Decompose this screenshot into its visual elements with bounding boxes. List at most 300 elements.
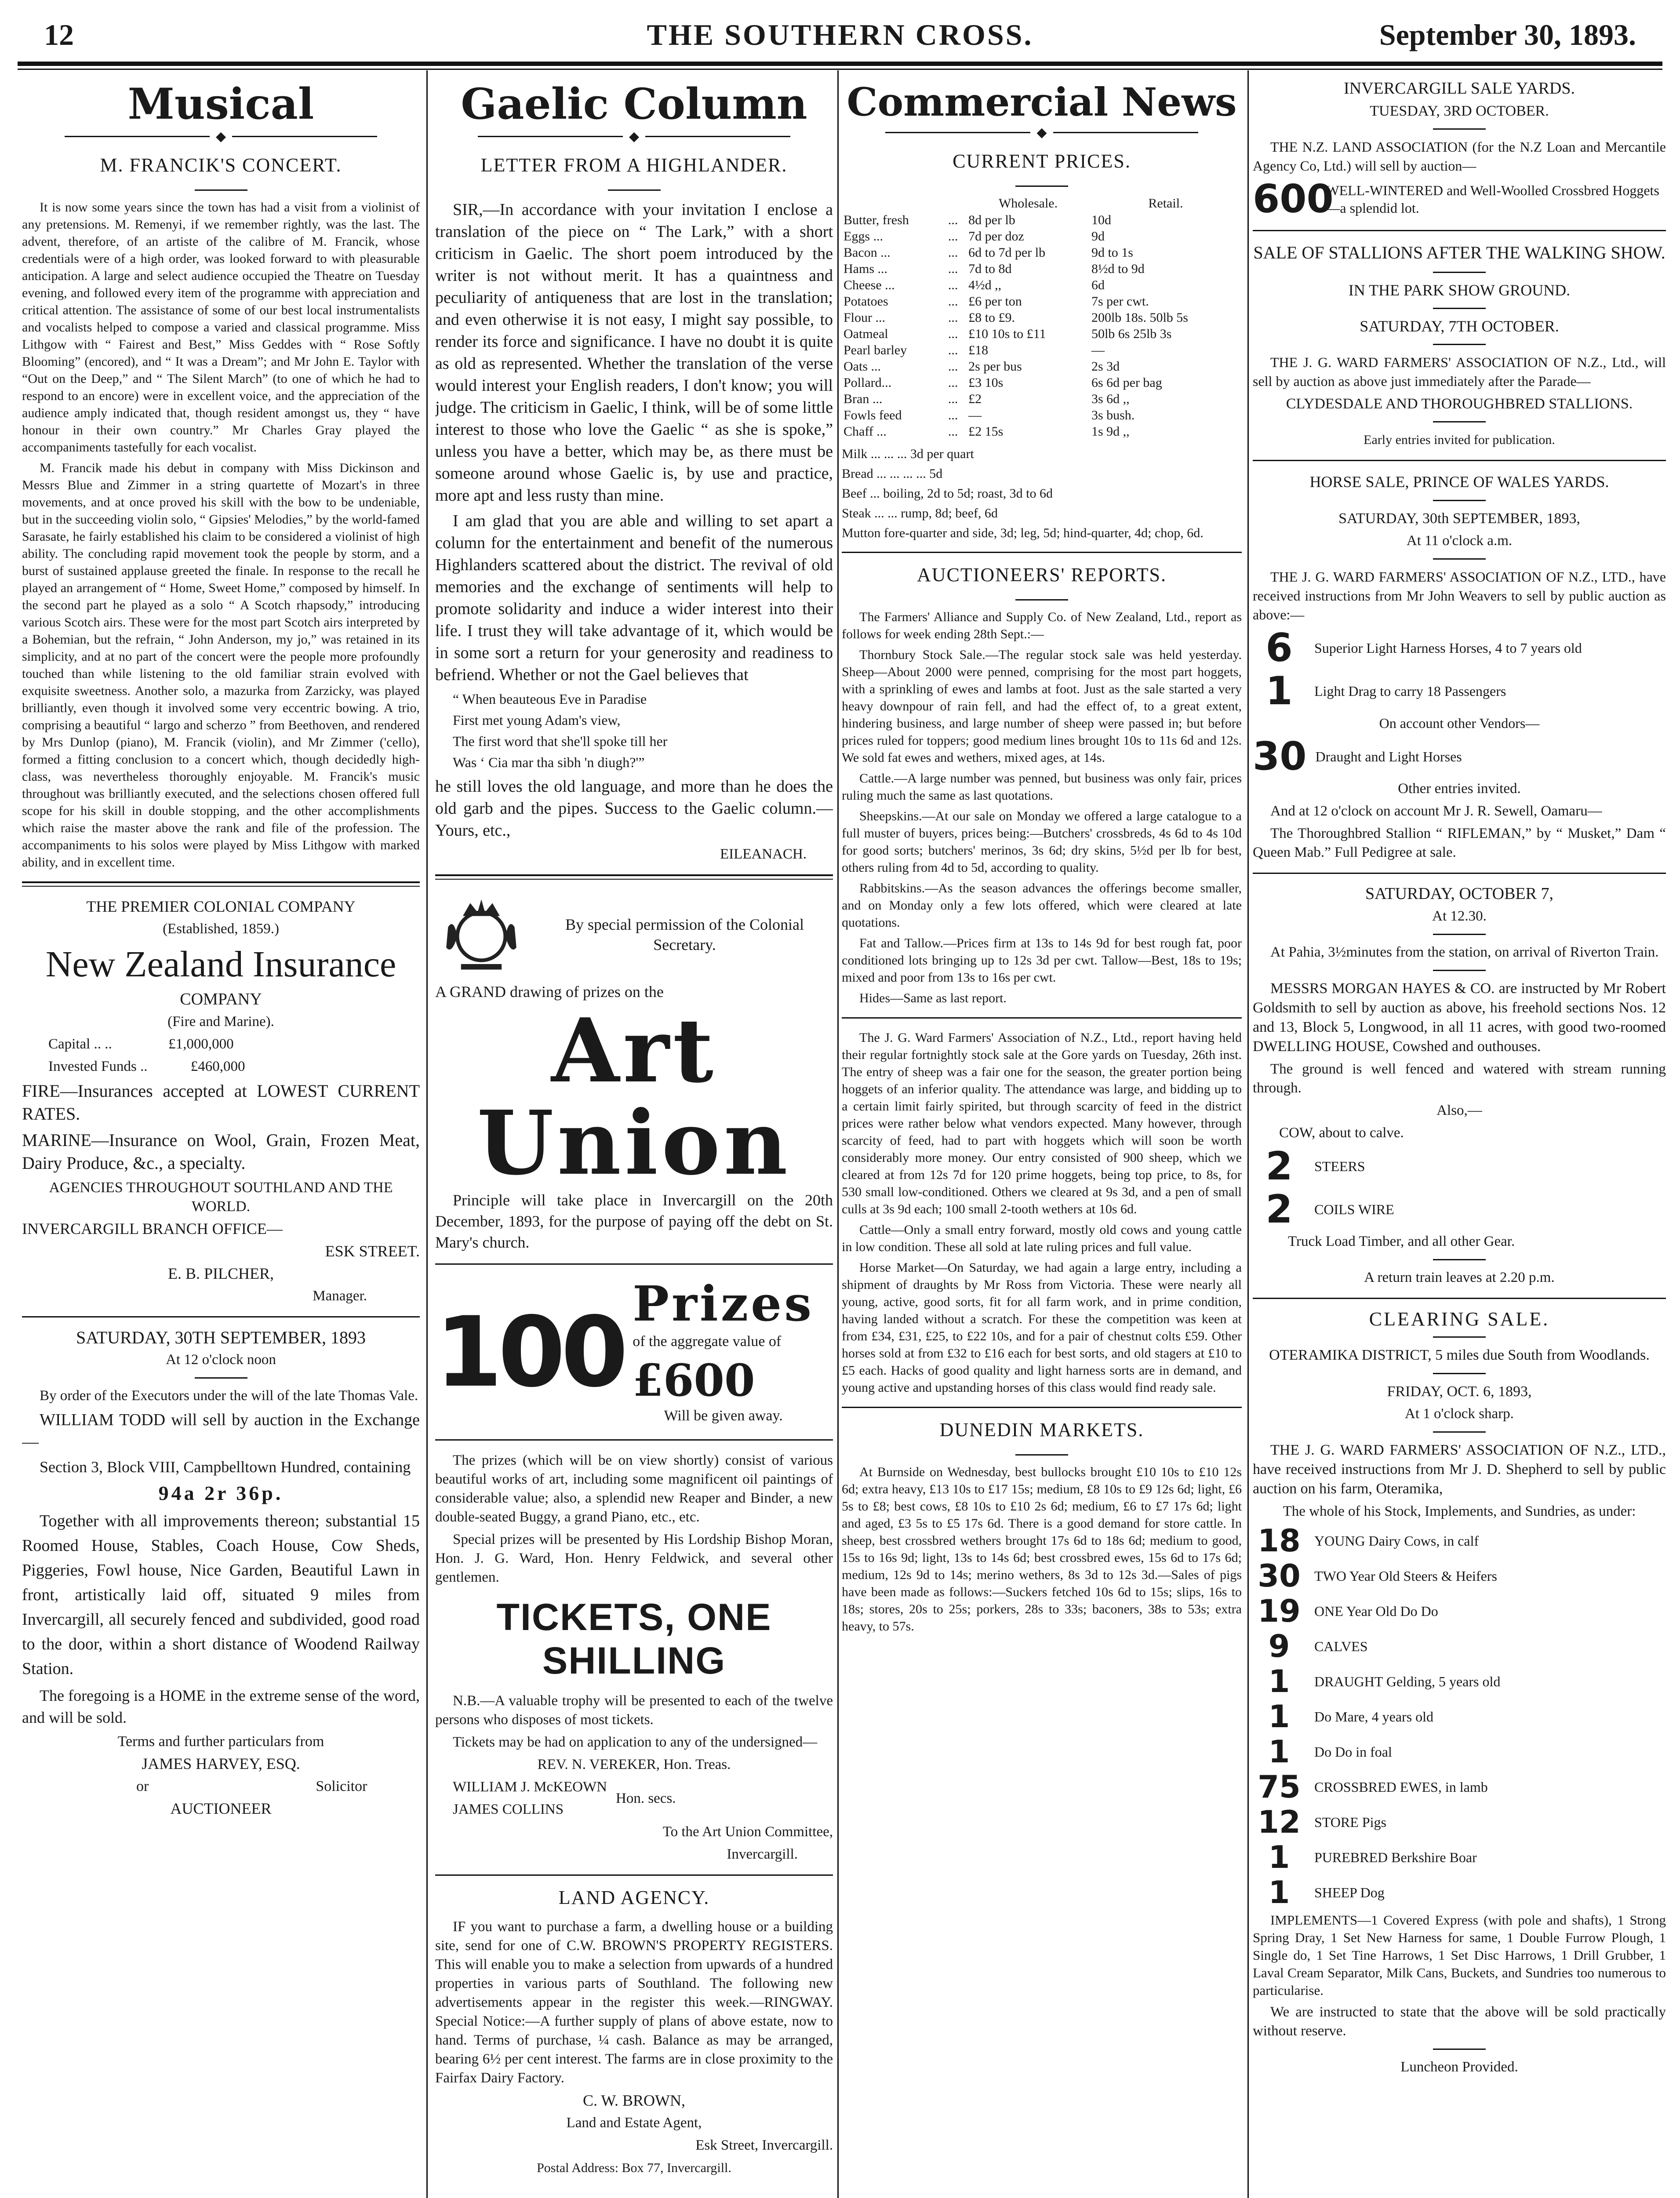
price-dots: ... (948, 343, 958, 357)
prize-value: £600 (633, 1354, 755, 1406)
todd-time: At 12 o'clock noon (166, 1352, 276, 1368)
prizes-word: Prizes (633, 1275, 815, 1332)
column-musical (22, 75, 420, 2198)
lot-row (1253, 1665, 1666, 1698)
report-paragraph: Thornbury Stock Sale.—The regular stock sale was held yesterday. Sheep—About 2000 were penned, comprising for the most part hoggets, with a sprinkling of ewes and lambs at foot. Just as the sale started a very heavy downpour of rain fell, and had the effect of, to a great extent, hindering business, and large number of sheep were passed in; but before prices ruled for toppers; good medium lines brought 10s to 11s 6d and 12s. We sold fat ewes and wethers, mixed ages, at 14s. (842, 648, 1242, 765)
price-retail: 3s bush. (1091, 408, 1135, 422)
bread-price: Bread ... ... ... ... 5d (842, 466, 943, 481)
price-item: Oatmeal (844, 327, 888, 341)
price-retail: 6d (1091, 278, 1105, 292)
stallions-date: SATURDAY, 7TH OCTOBER. (1360, 317, 1559, 335)
price-wholesale: £18 (968, 343, 989, 357)
price-retail: — (1091, 343, 1105, 357)
column-divider (1247, 70, 1249, 2198)
price-row (842, 423, 1242, 440)
todd-area: 94a 2r 36p. (158, 1482, 284, 1504)
ward-report (842, 1029, 1242, 1396)
lot-description: COILS WIRE (1314, 1201, 1394, 1217)
lot-row (1253, 1525, 1666, 1557)
lot-row (1253, 1876, 1666, 1909)
horse-time: At 11 o'clock a.m. (1406, 533, 1513, 549)
lot-count: 19 (1258, 1593, 1301, 1629)
sale-yards-heading: INVERCARGILL SALE YARDS. (1343, 79, 1575, 98)
clearing-time: At 1 o'clock sharp. (1405, 1406, 1514, 1422)
price-item: Cheese ... (844, 278, 895, 292)
insurance-ad (22, 897, 420, 1306)
sale-yards-ad (1253, 79, 1666, 449)
lot-description: STORE Pigs (1314, 1814, 1386, 1830)
lot-description: CALVES (1314, 1638, 1368, 1654)
report-paragraph: Fat and Tallow.—Prices firm at 13s to 14s 9d for best rough fat, poor conditioned lots bringing up to 12s 3d per cwt. Tallow—Best, 18s to 19s; mixed and poor from 13s to 16s per cwt. (842, 936, 1242, 985)
horse-rifleman: The Thoroughbred Stallion “ RIFLEMAN,” by “ Musket,” Dam “ Queen Mab.” Full Pedigree at sale. (1253, 826, 1666, 860)
pahia-time: At 12.30. (1432, 908, 1487, 924)
pahia-sale-ad (1253, 884, 1666, 1287)
divider (1433, 558, 1486, 560)
column-divider (837, 70, 839, 2198)
price-row (842, 391, 1242, 407)
divider (1253, 230, 1666, 231)
report-paragraph: The Farmers' Alliance and Supply Co. of New Zealand, Ltd., report as follows for week ending 28th Sept.:— (842, 610, 1242, 641)
clearing-sale-ad (1253, 1310, 1666, 2077)
pahia-where: At Pahia, 3½minutes from the station, on arrival of Riverton Train. (1270, 944, 1659, 960)
price-row (842, 309, 1242, 326)
column-gaelic (435, 75, 833, 2198)
retail-header: Retail. (1148, 196, 1183, 211)
lot-count: 2 (1265, 1186, 1293, 1232)
land-agency-ad (435, 1886, 833, 2177)
divider (1253, 873, 1666, 874)
lot-row (1253, 1841, 1666, 1874)
funds-label: Invested Funds .. (48, 1059, 148, 1074)
todd-body: Together with all improvements thereon; substantial 15 Roomed House, Stables, Coach House, Cow Sheds, Piggeries, Fowl house, Nice Garden, Beautiful Lawn in front, artistically laid off, situated 9 miles from Invercargill, all securely fenced and subdivided, good road to the door, within a short distance of Woodend Railway Station. (22, 1512, 420, 1678)
price-row (842, 228, 1242, 244)
land-name: C. W. BROWN, (582, 2092, 686, 2109)
concert-subhead: M. FRANCIK'S CONCERT. (100, 154, 342, 176)
verse-line: Was ‘ Cia mar tha sibh 'n diugh?'” (453, 754, 645, 770)
prize-count: 100 (435, 1296, 624, 1408)
masthead (18, 13, 1662, 62)
art-place: Invercargill. (727, 1846, 798, 1862)
prices-subhead: CURRENT PRICES. (953, 150, 1131, 172)
divider (22, 1316, 420, 1317)
todd-terms: Terms and further particulars from (117, 1733, 324, 1750)
price-row (842, 293, 1242, 309)
todd-section: Section 3, Block VIII, Campbelltown Hundred, containing (40, 1458, 411, 1476)
price-dots: ... (948, 278, 958, 292)
price-item: Hams ... (844, 262, 887, 276)
divider (195, 1377, 247, 1379)
price-item: Oats ... (844, 359, 881, 374)
lot-description: STEERS (1314, 1158, 1365, 1174)
price-row (842, 358, 1242, 375)
lot-description: PUREBRED Berkshire Boar (1314, 1849, 1477, 1865)
price-row (842, 326, 1242, 342)
art-grand: A GRAND drawing of prizes on the (435, 983, 664, 1001)
insurance-marine: MARINE—Insurance on Wool, Grain, Frozen Meat, Dairy Produce, &c., a specialty. (22, 1130, 420, 1173)
stallions-heading: SALE OF STALLIONS AFTER THE WALKING SHOW. (1253, 243, 1665, 262)
price-retail: 50lb 6s 25lb 3s (1091, 327, 1172, 341)
price-wholesale: 2s per bus (968, 359, 1022, 374)
lot-count: 9 (1268, 1628, 1290, 1664)
divider (1253, 460, 1666, 461)
price-retail: 10d (1091, 213, 1111, 227)
lot-description: TWO Year Old Steers & Heifers (1314, 1568, 1497, 1584)
wholesale-header: Wholesale. (998, 196, 1058, 211)
beef-price: Beef ... boiling, 2d to 5d; roast, 3d to 6d (842, 486, 1053, 501)
pahia-truck: Truck Load Timber, and all other Gear. (1288, 1234, 1515, 1249)
price-wholesale: £2 (968, 392, 982, 406)
price-item: Fowls feed (844, 408, 902, 422)
lot-description: WELL-WINTERED and Well-Woolled Crossbred Hoggets—a splendid lot. (1326, 182, 1659, 216)
divider (1433, 1259, 1486, 1260)
report-paragraph: The J. G. Ward Farmers' Association of N.Z., Ltd., report having held their regular fortnightly stock sale at the Gore yards on Tuesday, 26th inst. The entry of sheep was a fair one for the season, the greater portion being hoggets of an inferior quality. The attendance was large, and bidding up to a certain limit fairly spirited, but through scarcity of feed in the district prices were rather below what vendors expected. Many however, through scarcity of feed, had to part with hoggets which will soon be worth considerably more money. Our entry consisted of 900 sheep, which we cleared at from 12s 7d for 120 prime hoggets, being top price, to 8s, for 530 small low-conditioned. Others we cleared at 9s 3d, and a pen of small culls at 3s 9d each; 100 small 2-tooth wethers at 10s 6d. (842, 1030, 1242, 1216)
clearing-date: FRIDAY, OCT. 6, 1893, (1387, 1383, 1532, 1400)
heading-ornament: ◆ (842, 125, 1242, 140)
price-dots: ... (948, 408, 958, 422)
todd-intro: WILLIAM TODD will sell by auction in the Exchange— (22, 1411, 420, 1451)
todd-agent: JAMES HARVEY, ESQ. (142, 1755, 300, 1772)
lot-row (1253, 1630, 1666, 1663)
lot-count: 2 (1265, 1143, 1293, 1189)
price-wholesale: 4½d ,, (968, 278, 1002, 292)
price-item: Flour ... (844, 310, 886, 325)
price-dots: ... (948, 294, 958, 309)
lot-count: 1 (1265, 668, 1293, 713)
lot-description: YOUNG Dairy Cows, in calf (1314, 1533, 1479, 1549)
commercial-heading: Commercial News (847, 79, 1237, 125)
meat-prices (842, 446, 1242, 541)
price-row (842, 212, 1242, 228)
stallions-intro: THE J. G. WARD FARMERS' ASSOCIATION OF N.Z., Ltd., will sell by auction as above just immediately after the Parade— (1253, 354, 1666, 389)
report-paragraph: Horse Market—On Saturday, we had again a large entry, including a shipment of draughts by Mr Ross from Victoria. These were nearly all young, active, good sorts, fit for all farm work, and in prime condition, having landed without a scratch. For these the competition was keen at from £34, £31, £25, to £22 10s, and for a pair of chestnut colts £59. Other horses sold at from £32 to £16 each for best sorts, and old stagers at £10 to £5 each. Hacks of good quality and light harness sorts are in demand, and young active and upstanding horses of this class would find ready sale. (842, 1260, 1242, 1395)
pahia-train: A return train leaves at 2.20 p.m. (1364, 1270, 1555, 1285)
price-row (842, 244, 1242, 261)
insurance-company: COMPANY (180, 990, 262, 1008)
lot-count: 30 (1258, 1558, 1301, 1594)
art-to: To the Art Union Committee, (662, 1824, 833, 1840)
insurance-agencies: AGENCIES THROUGHOUT SOUTHLAND AND THE WORLD. (49, 1179, 393, 1215)
price-wholesale: 7d per doz (968, 229, 1024, 244)
report-paragraph: Cattle—Only a small entry forward, mostly old cows and young cattle in low condition. These all sold at late ruling prices and full value. (842, 1223, 1242, 1254)
todd-auctioneer: AUCTIONEER (170, 1800, 272, 1817)
todd-date: SATURDAY, 30TH SEPTEMBER, 1893 (76, 1328, 366, 1347)
dunedin-report: At Burnside on Wednesday, best bullocks brought £10 10s to £10 12s 6d; extra heavy, £13 10s to £17 15s; medium, £8 10s to £9 12s 6d; light, £6 5s to £8; best cows, £8 10s to £10 2s 6d; medium, £6 to £7 17s 6d; light and aged, £3 5s to £5 17s 6d. There is a good demand for store cattle. In sheep, best crossbred wethers brought 17s 6d to 18s 6d; medium to good, 15s to 16s 9d; light, 13s to 14s 6d; best crossbred ewes, 15s 6d to 17s 6d; medium, 12s 9d to 14s; merino wethers, 8s 3d to 12s 3d.—Sales of pigs have been made as follows:—Suckers fetched 10s 6d to 15s; slips, 16s to 18s; stores, 20s to 25s; porkers, 28s to 33s; baconers, 38s to 53s; extra heavy, to 57s. (842, 1465, 1242, 1634)
price-retail: 8½d to 9d (1091, 262, 1145, 276)
divider (1433, 500, 1486, 501)
horse-other: On account other Vendors— (1379, 715, 1540, 731)
divider (1253, 1298, 1666, 1299)
art-given: Will be given away. (664, 1408, 783, 1424)
lot-description: CROSSBRED EWES, in lamb (1314, 1779, 1488, 1795)
price-retail: 9d (1091, 229, 1105, 244)
lot-description: Do Mare, 4 years old (1314, 1709, 1434, 1725)
lot-count: 30 (1253, 734, 1307, 779)
divider (435, 1439, 833, 1441)
price-dots: ... (948, 245, 958, 260)
art-permission: By special permission of the Colonial Secretary. (565, 916, 804, 953)
concert-article (22, 199, 420, 871)
price-retail: 7s per cwt. (1091, 294, 1149, 309)
art-treas: REV. N. VEREKER, Hon. Treas. (537, 1757, 731, 1772)
land-title: Land and Estate Agent, (566, 2115, 702, 2131)
price-wholesale: £8 to £9. (968, 310, 1015, 325)
concert-paragraph: It is now some years since the town has had a visit from a violinist of any pretensions. M. Remenyi, if we remember rightly, was the last. The advent, therefore, of an artiste of the calibre of M. Francik, whose credentials were of a high order, was looked forward to with pleasurable anticipation. A large and select audience occupied the Theatre on Tuesday evening, and followed every item of the programme with appreciation and critical attention. The assistance of some of our best local instrumentalists and vocalists helped to compose a varied and classical programme. Miss Lithgow with “ Fairest and Best,” Miss Geddes with “ Rose Softly Blooming” (encored), and “ It was a Dream”; and Mr John E. Taylor with “Out on the Deep,” and “ The Silent March” (to one of which he had to respond to an encore) were in excellent voice, and the appreciation of the audience amply indicated that, though resident amongst us, they “ have honour in their own country.” Mr Charles Gray played the accompaniments tastefully for each vocalist. (22, 200, 420, 455)
price-header-row (842, 195, 1242, 212)
gaelic-subhead: LETTER FROM A HIGHLANDER. (480, 154, 788, 176)
report-paragraph: Hides—Same as last report. (859, 991, 1007, 1005)
lot-description: ONE Year Old Do Do (1314, 1603, 1438, 1619)
lot-count: 1 (1268, 1663, 1290, 1699)
divider (435, 874, 833, 880)
tickets-heading: TICKETS, ONE SHILLING (496, 1596, 772, 1682)
clearing-whole: The whole of his Stock, Implements, and Sundries, as under: (1283, 1503, 1636, 1519)
auctioneers-report (842, 608, 1242, 1007)
art-union-title: Art Union (477, 999, 791, 1195)
lot-count: 1 (1268, 1874, 1290, 1911)
divider (1433, 344, 1486, 345)
divider (842, 1407, 1242, 1408)
divider (1015, 599, 1068, 600)
concert-paragraph: M. Francik made his debut in company with Miss Dickinson and Messrs Blue and Zimmer in a string quartette of Mozart's in three movements, and at once proved his skill with the bow to be undeniable, but in the succeeding violin solo, “ Gipsies' Melodies,” by the world-famed Sarasate, he fairly established his claim to be considered a violinist of high ability. The concluding rapid movement took the people by storm, and a burst of sustained applause greeted the finale. In response to the recall he played an arrangement of “ Home, Sweet Home,” composed by himself. In the second part he played as a solo “ A Scotch rhapsody,” introducing various Scotch airs. These were for the most part Scotch airs interpreted by a Bohemian, but the refrain, “ John Anderson, my jo,” was retained in its simplicity, and at no part of the concert were the people more profoundly touched than while listening to the old familiar strain evolved with exquisite sweetness. Another solo, a mazurka from Zarzicky, was played brilliantly, even though it involved some very eccentric bowing. A trio, comprising a beautiful “ largo and scherzo ” from Beethoven, and rendered by Mrs Dunlop (piano), M. Francik (violin), and Mr Zimmer ('cello), formed a fitting conclusion to a concert which, though decidedly high-class, was nevertheless thoroughly enjoyable. M. Francik's music throughout was brilliantly executed, and the selections chosen offered full scope for his skill in double stopping, and the other accomplishments which raise the master above the rank and file of the profession. The accompaniments to his solos were played by Miss Lithgow with marked ability, and in excellent time. (22, 461, 420, 870)
column-commercial (842, 75, 1242, 2198)
horse-date: SATURDAY, 30th SEPTEMBER, 1893, (1338, 510, 1580, 527)
divider (1433, 934, 1486, 935)
price-row (842, 407, 1242, 423)
clearing-district: OTERAMIKA DISTRICT, 5 miles due South from Woodlands. (1269, 1347, 1650, 1363)
pahia-also: Also,— (1436, 1103, 1482, 1118)
divider (1433, 421, 1486, 422)
land-heading: LAND AGENCY. (558, 1887, 710, 1908)
insurance-intro: THE PREMIER COLONIAL COMPANY (86, 898, 356, 915)
price-wholesale: 7d to 8d (968, 262, 1012, 276)
price-wholesale: — (968, 408, 982, 422)
issue-date: September 30, 1893. (1379, 18, 1636, 51)
price-item: Eggs ... (844, 229, 883, 244)
lot-count: 1 (1268, 1839, 1290, 1875)
pahia-date: SATURDAY, OCTOBER 7, (1365, 884, 1553, 903)
lot-description: SHEEP Dog (1314, 1885, 1385, 1900)
lot-count: 6 (1265, 625, 1293, 670)
divider (435, 1263, 833, 1265)
gaelic-signature: EILEANACH. (720, 846, 807, 862)
horse-sale-ad (1253, 472, 1666, 862)
price-retail: 9d to 1s (1091, 245, 1133, 260)
lot-row (1253, 1771, 1666, 1803)
heading-ornament: ◆ (435, 129, 833, 144)
clearing-reserve: We are instructed to state that the above will be sold practically without reserve. (1253, 2004, 1666, 2039)
capital-value: £1,000,000 (168, 1036, 234, 1052)
insurance-kind: (Fire and Marine). (167, 1014, 274, 1030)
horse-intro: THE J. G. WARD FARMERS' ASSOCIATION OF N.Z., LTD., have received instructions from Mr John Weavers to sell by public auction as above:— (1253, 569, 1666, 622)
price-table (842, 195, 1242, 440)
art-secs: Hon. secs. (616, 1790, 676, 1806)
gaelic-verse (435, 690, 833, 771)
price-retail: 6s 6d per bag (1091, 375, 1162, 390)
verse-line: The first word that she'll spoke till her (453, 733, 668, 749)
milk-price: Milk ... ... ... 3d per quart (842, 447, 974, 461)
price-dots: ... (948, 392, 958, 406)
price-dots: ... (948, 262, 958, 276)
price-dots: ... (948, 213, 958, 227)
pahia-cow: COW, about to calve. (1279, 1125, 1404, 1141)
divider (842, 552, 1242, 553)
insurance-manager-title: Manager. (313, 1288, 367, 1304)
price-wholesale: 6d to 7d per lb (968, 245, 1046, 260)
lot-row (1253, 1806, 1666, 1838)
art-apply: Tickets may be had on application to any of the undersigned— (453, 1734, 818, 1750)
musical-heading: Musical (127, 79, 314, 129)
divider (1433, 272, 1486, 273)
todd-order: By order of the Executors under the will of the late Thomas Vale. (40, 1388, 418, 1404)
dunedin-subhead: DUNEDIN MARKETS. (939, 1419, 1144, 1441)
price-wholesale: £3 10s (968, 375, 1004, 390)
divider (842, 1017, 1242, 1019)
price-dots: ... (948, 359, 958, 374)
divider (1433, 128, 1486, 130)
insurance-title: New Zealand Insurance (45, 944, 396, 985)
divider (22, 881, 420, 887)
lot-row (1253, 1560, 1666, 1592)
price-retail: 3s 6d ,, (1091, 392, 1130, 406)
price-wholesale: £10 10s to £11 (968, 327, 1046, 341)
todd-sale-ad (22, 1328, 420, 1818)
price-retail: 200lb 18s. 50lb 5s (1091, 310, 1188, 325)
lot-count: 18 (1258, 1523, 1301, 1559)
price-wholesale: 8d per lb (968, 213, 1015, 227)
lot-count: 75 (1258, 1769, 1301, 1805)
clearing-lots (1253, 1525, 1666, 1909)
divider (1433, 1336, 1486, 1338)
price-row (842, 277, 1242, 293)
horse-sewell: And at 12 o'clock on account Mr J. R. Sewell, Oamaru— (1270, 803, 1602, 819)
gaelic-paragraph: SIR,—In accordance with your invitation I enclose a translation of the piece on “ The Lark,” with a short criticism in Gaelic. The short poem introduced by the writer is not without merit. It has a quaintness and peculiarity of antiqueness that are lost in the translation; and even otherwise it is not easy, I might say possible, to render its force and significance. I have no doubt it is quite as old as represented. Whether the translation of the verse would interest your English readers, I don't know; you will judge. The criticism in Gaelic, I think, will be of some little interest to those who love the Gaelic “ as she is spoke,” unless you have a better, which may be, as there must be someone around whose Gaelic is, by use and practice, more apt and less rusty than mine. (435, 200, 833, 505)
price-item: Bacon ... (844, 245, 891, 260)
price-retail: 1s 9d ,, (1091, 424, 1130, 439)
divider (1433, 2049, 1486, 2050)
masthead-rule (18, 62, 1662, 66)
divider (1433, 1373, 1486, 1374)
art-union-ad (435, 890, 833, 1864)
page-number: 12 (44, 18, 74, 51)
divider (435, 1874, 833, 1876)
report-paragraph: Rabbitskins.—As the season advances the offerings become smaller, and on Monday only a few lots offered, which were cleared at late quotations. (842, 881, 1242, 930)
royal-crest-icon (435, 890, 527, 983)
price-item: Butter, fresh (844, 213, 909, 227)
lot-count: 1 (1268, 1699, 1290, 1735)
todd-solicitor: Solicitor (316, 1778, 367, 1794)
gaelic-paragraph: I am glad that you are able and willing to set apart a column for the entertainment and benefit of the numerous Highlanders scattered about the district. The revival of old memories and the exchange of sentiments will help to promote solidarity and induce a wider interest into their life. I trust they will take advantage of it, which would be in some sort a return for your generosity and readiness to befriend. Whether or not the Gael believes that (435, 512, 833, 684)
lot-row (1253, 1595, 1666, 1627)
price-wholesale: £2 15s (968, 424, 1004, 439)
gaelic-heading: Gaelic Column (461, 79, 807, 129)
todd-or: or (136, 1778, 149, 1794)
price-dots: ... (948, 424, 958, 439)
lot-count: 1 (1268, 1734, 1290, 1770)
steak-price: Steak ... ... rump, 8d; beef, 6d (842, 506, 998, 520)
divider (1433, 1431, 1486, 1433)
horse-heading: HORSE SALE, PRINCE OF WALES YARDS. (1309, 473, 1609, 491)
clearing-implements: IMPLEMENTS—1 Covered Express (with pole and shafts), 1 Strong Spring Dray, 1 Set New Harness for same, 1 Double Furrow Plough, 1 Single do, 1 Set Tine Harrows, 1 Set Disc Harrows, 1 Drill Grubber, 1 Laval Cream Separator, Milk Cans, Buckets, and Sundries too numerous to particularise. (1253, 1912, 1666, 1998)
insurance-fire: FIRE—Insurances accepted at LOWEST CURRENT RATES. (22, 1081, 420, 1124)
price-item: Potatoes (844, 294, 888, 309)
land-postal: Postal Address: Box 77, Invercargill. (537, 2161, 731, 2175)
report-paragraph: Sheepskins.—At our sale on Monday we offered a large catalogue to a full muster of buyers, prices being:—Butchers' crossbreds, 4s 6d to 4s 10d for good sorts; butchers' merinos, 3s 6d; dry skins, 5½d per lb for best, others ruling from 4d to 5d, according to quality. (842, 809, 1242, 875)
art-aggregate: of the aggregate value of (633, 1333, 782, 1350)
price-row (842, 375, 1242, 391)
art-sec1: WILLIAM J. McKEOWN (453, 1779, 607, 1795)
insurance-manager: E. B. PILCHER, (167, 1265, 274, 1282)
masthead-rule-thin (18, 69, 1662, 70)
sale-yards-date: TUESDAY, 3RD OCTOBER. (1370, 103, 1549, 119)
price-row (842, 261, 1242, 277)
divider (195, 189, 247, 191)
clearing-heading: CLEARING SALE. (1369, 1308, 1550, 1330)
divider (1015, 186, 1068, 187)
art-sec2: JAMES COLLINS (453, 1801, 564, 1817)
horse-entries: Other entries invited. (1398, 781, 1521, 797)
mutton-price: Mutton fore-quarter and side, 3d; leg, 5d; hind-quarter, 4d; chop, 6d. (842, 526, 1204, 540)
lot-count: 12 (1258, 1804, 1301, 1840)
column-divider (426, 70, 428, 2198)
lot-count: 600 (1253, 176, 1334, 222)
art-body1: The prizes (which will be on view shortly) consist of various beautiful works of art, including some magnificent oil paintings of considerable value; also, a splendid new Reaper and Binder, a new double-seated Buggy, a grand Piano, etc., etc. (435, 1452, 833, 1525)
pahia-intro: MESSRS MORGAN HAYES & CO. are instructed by Mr Robert Goldsmith to sell by auction as above, his freehold sections Nos. 12 and 13, Block 5, Longwood, in all 11 acres, with good two-roomed DWELLING HOUSE, Cowshed and outhouses. (1253, 980, 1666, 1055)
price-row (842, 342, 1242, 358)
newspaper-title: THE SOUTHERN CROSS. (647, 18, 1033, 51)
price-retail: 2s 3d (1091, 359, 1120, 374)
clearing-intro: THE J. G. WARD FARMERS' ASSOCIATION OF N.Z., LTD., have received instructions from Mr J. D. Shepherd to sell by public auction on his farm, Oteramika, (1253, 1442, 1666, 1497)
art-body2: Special prizes will be presented by His Lordship Bishop Moran, Hon. J. G. Ward, Hon. Henry Feldwick, and several other gentlemen. (435, 1532, 833, 1585)
lot-row (1253, 1736, 1666, 1768)
todd-home: The foregoing is a HOME in the extreme sense of the word, and will be sold. (22, 1687, 420, 1726)
price-dots: ... (948, 327, 958, 341)
divider (608, 189, 661, 191)
art-principle: Principle will take place in Invercargill on the 20th December, 1893, for the purpose of paying off the debt on St. Mary's church. (435, 1191, 833, 1251)
price-wholesale: £6 per ton (968, 294, 1022, 309)
divider (1015, 1454, 1068, 1456)
price-item: Pearl barley (844, 343, 907, 357)
auctioneers-subhead: AUCTIONEERS' REPORTS. (916, 564, 1167, 586)
price-dots: ... (948, 229, 958, 244)
art-trophy: N.B.—A valuable trophy will be presented to each of the twelve persons who disposes of most tickets. (435, 1693, 833, 1728)
pahia-ground: The ground is well fenced and watered with stream running through. (1253, 1061, 1666, 1096)
lot-description: Light Drag to carry 18 Passengers (1314, 683, 1506, 699)
land-body: IF you want to purchase a farm, a dwelling house or a building site, send for one of C.W. BROWN'S PROPERTY REGISTERS. This will enable you to make a selection from upwards of a hundred properties in various parts of Southland. The following new advertisements appear in the register this week.—RINGWAY. Special Notice:—A further supply of plans of above estate, now to hand. Terms of purchase, ¼ cash. Balance as may be arranged, bearing 6½ per cent interest. The farms are in close proximity to the Fairfax Dairy Factory. (435, 1919, 833, 2086)
lot-description: Draught and Light Horses (1315, 749, 1462, 764)
lot-description: DRAUGHT Gelding, 5 years old (1314, 1674, 1501, 1689)
clearing-luncheon: Luncheon Provided. (1400, 2059, 1518, 2075)
clydesdale: CLYDESDALE AND THOROUGHBRED STALLIONS. (1286, 396, 1633, 412)
sale-yards-intro: THE N.Z. LAND ASSOCIATION (for the N.Z Loan and Mercantile Agency Co, Ltd.) will sell by auction— (1253, 139, 1666, 174)
lot-description: Superior Light Harness Horses, 4 to 7 years old (1314, 640, 1582, 656)
divider (1433, 970, 1486, 971)
early-entries: Early entries invited for publication. (1364, 433, 1555, 447)
insurance-branch: INVERCARGILL BRANCH OFFICE— (22, 1220, 283, 1237)
funds-value: £460,000 (190, 1059, 245, 1074)
insurance-established: (Established, 1859.) (163, 921, 279, 937)
column-sales (1253, 75, 1666, 2198)
land-street: Esk Street, Invercargill. (695, 2137, 833, 2153)
price-dots: ... (948, 375, 958, 390)
lot-description: Do Do in foal (1314, 1744, 1392, 1760)
insurance-street: ESK STREET. (325, 1242, 420, 1260)
capital-label: Capital .. .. (48, 1036, 112, 1052)
gaelic-closing: he still loves the old language, and more than he does the old garb and the pipes. Success to the Gaelic column.—Yours, etc., (435, 777, 833, 840)
price-dots: ... (948, 310, 958, 325)
lot-row (1253, 1700, 1666, 1733)
heading-ornament: ◆ (22, 129, 420, 144)
price-item: Bran ... (844, 392, 883, 406)
